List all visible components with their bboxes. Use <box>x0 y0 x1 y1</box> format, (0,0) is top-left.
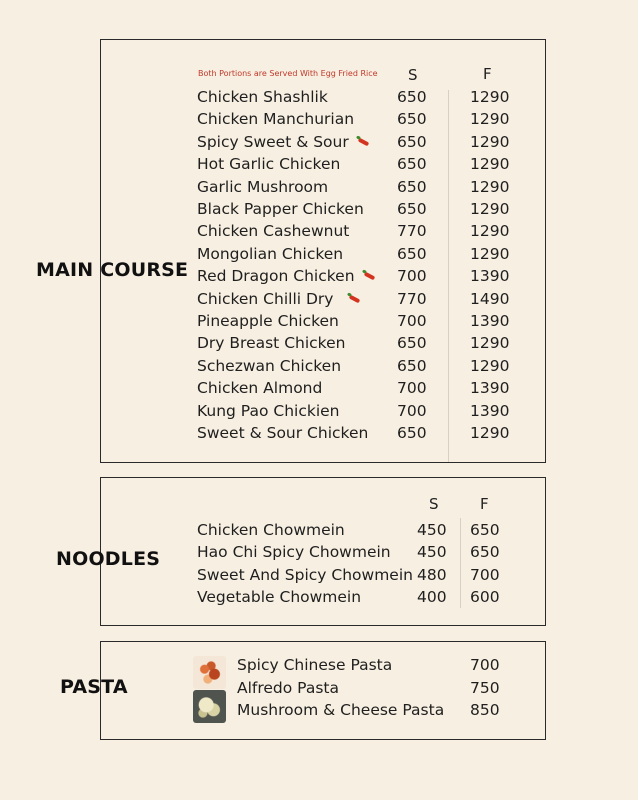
noodles-col-f-header: F <box>480 495 489 513</box>
item-name: Black Papper Chicken <box>197 200 364 218</box>
item-price-f: 1490 <box>470 290 510 308</box>
menu-item <box>197 243 517 265</box>
item-price-s: 480 <box>417 566 447 584</box>
item-price-f: 1390 <box>470 312 510 330</box>
spicy-pasta-photo <box>193 656 226 689</box>
item-price-s: 770 <box>397 222 427 240</box>
item-price-f: 1290 <box>470 200 510 218</box>
item-name: Garlic Mushroom <box>197 178 329 196</box>
pasta-title: PASTA <box>60 676 128 698</box>
item-name: Hao Chi Spicy Chowmein <box>197 543 391 561</box>
menu-item <box>197 86 517 108</box>
item-name: Kung Pao Chickien <box>197 402 340 420</box>
item-price-s: 650 <box>397 133 427 151</box>
item-price-s: 650 <box>397 357 427 375</box>
menu-item <box>237 699 517 721</box>
item-price-s: 650 <box>397 200 427 218</box>
item-name: Sweet & Sour Chicken <box>197 424 369 442</box>
main-course-title: MAIN COURSE <box>36 259 189 281</box>
menu-item <box>237 677 517 699</box>
item-name: Dry Breast Chicken <box>197 334 346 352</box>
menu-item <box>197 400 517 422</box>
item-price-s: 450 <box>417 521 447 539</box>
item-price-f: 1290 <box>470 424 510 442</box>
item-price-s: 450 <box>417 543 447 561</box>
menu-item <box>197 564 517 586</box>
item-price-s: 650 <box>397 88 427 106</box>
item-price: 850 <box>470 701 500 719</box>
cheese-pasta-photo <box>193 690 226 723</box>
noodles-col-s-header: S <box>429 495 439 513</box>
menu-item <box>197 332 517 354</box>
item-name: Alfredo Pasta <box>237 679 339 697</box>
menu-item <box>197 220 517 242</box>
item-price-s: 650 <box>397 424 427 442</box>
chili-icon <box>357 137 369 146</box>
item-price-f: 1290 <box>470 133 510 151</box>
item-price-s: 650 <box>397 245 427 263</box>
item-name: Chicken Cashewnut <box>197 222 350 240</box>
main-col-s-header: S <box>408 66 418 84</box>
item-name: Spicy Chinese Pasta <box>237 656 393 674</box>
menu-item <box>197 265 517 287</box>
portion-note: Both Portions are Served With Egg Fried Rice <box>198 69 378 78</box>
item-price: 750 <box>470 679 500 697</box>
chili-icon <box>363 271 375 280</box>
menu-item <box>197 377 517 399</box>
menu-item <box>197 176 517 198</box>
item-price-s: 700 <box>397 267 427 285</box>
menu-item <box>197 131 517 153</box>
menu-item <box>197 541 517 563</box>
item-price-f: 1390 <box>470 267 510 285</box>
item-name: Mongolian Chicken <box>197 245 344 263</box>
menu-item <box>197 519 517 541</box>
item-name: Hot Garlic Chicken <box>197 155 341 173</box>
item-price-f: 600 <box>470 588 500 606</box>
item-name: Chicken Chowmein <box>197 521 345 539</box>
item-price-s: 650 <box>397 110 427 128</box>
item-name: Pineapple Chicken <box>197 312 339 330</box>
item-price-s: 700 <box>397 379 427 397</box>
menu-item <box>197 586 517 608</box>
item-name: Spicy Sweet & Sour <box>197 131 369 153</box>
menu-item <box>237 654 517 676</box>
item-price-s: 650 <box>397 334 427 352</box>
main-col-f-header: F <box>483 65 492 83</box>
item-price-f: 1290 <box>470 110 510 128</box>
item-price-f: 650 <box>470 543 500 561</box>
item-price: 700 <box>470 656 500 674</box>
item-name: Chicken Shashlik <box>197 88 328 106</box>
item-price-f: 1290 <box>470 357 510 375</box>
item-price-f: 700 <box>470 566 500 584</box>
item-price-s: 700 <box>397 402 427 420</box>
chili-icon <box>349 294 361 303</box>
item-price-f: 1290 <box>470 178 510 196</box>
item-name: Mushroom & Cheese Pasta <box>237 701 445 719</box>
menu-item <box>197 198 517 220</box>
item-price-s: 650 <box>397 155 427 173</box>
item-name: Vegetable Chowmein <box>197 588 362 606</box>
noodles-title: NOODLES <box>56 548 161 570</box>
item-price-f: 1290 <box>470 245 510 263</box>
item-name: Chicken Manchurian <box>197 110 355 128</box>
item-name: Chicken Chilli Dry <box>197 288 360 310</box>
item-price-f: 1290 <box>470 334 510 352</box>
item-name: Chicken Almond <box>197 379 323 397</box>
item-price-s: 650 <box>397 178 427 196</box>
item-price-s: 770 <box>397 290 427 308</box>
menu-item <box>197 422 517 444</box>
item-price-f: 1290 <box>470 88 510 106</box>
item-price-f: 1290 <box>470 155 510 173</box>
menu-item <box>197 288 517 310</box>
menu-item <box>197 153 517 175</box>
item-name: Schezwan Chicken <box>197 357 342 375</box>
item-name: Sweet And Spicy Chowmein <box>197 566 413 584</box>
menu-item <box>197 355 517 377</box>
item-price-s: 400 <box>417 588 447 606</box>
item-price-s: 700 <box>397 312 427 330</box>
item-price-f: 1390 <box>470 402 510 420</box>
menu-item <box>197 108 517 130</box>
item-price-f: 1290 <box>470 222 510 240</box>
item-price-f: 1390 <box>470 379 510 397</box>
menu-item <box>197 310 517 332</box>
item-name: Red Dragon Chicken <box>197 265 375 287</box>
item-price-f: 650 <box>470 521 500 539</box>
